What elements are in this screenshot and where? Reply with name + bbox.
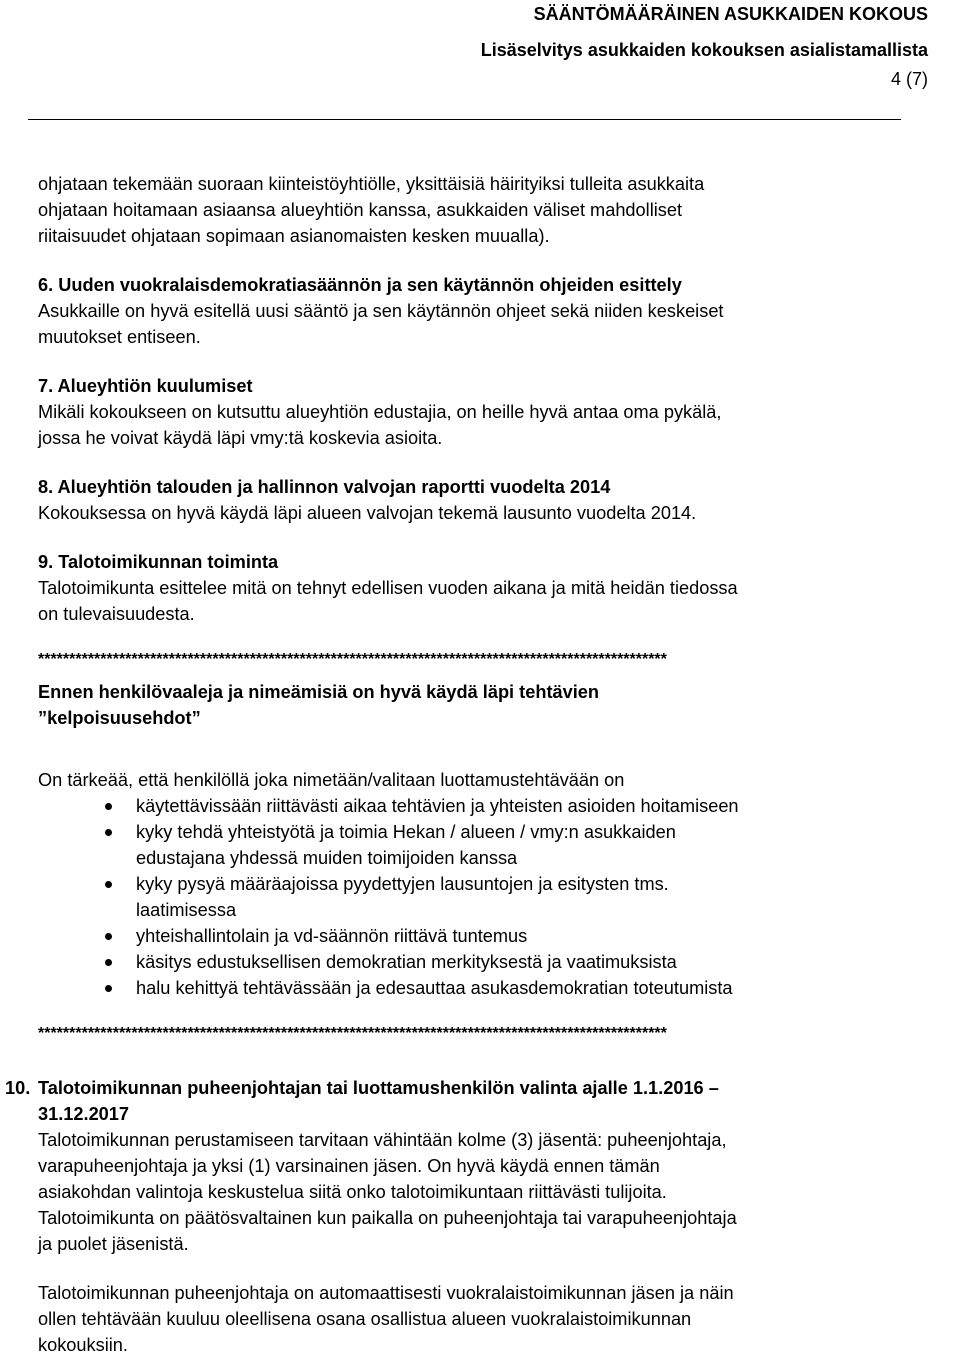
- text-line: kyky pysyä määräajoissa pyydettyjen lausuntojen ja esitysten tms.: [136, 874, 669, 894]
- text-line: riitaisuudet ohjataan sopimaan asianomaisten kesken muualla).: [38, 226, 550, 246]
- text-line: Talotoimikunta esittelee mitä on tehnyt edellisen vuoden aikana ja mitä heidän tiedossa: [38, 578, 738, 598]
- asterisk-separator: *****************************************************************************************************: [38, 651, 667, 668]
- text-line: 31.12.2017: [38, 1104, 130, 1124]
- section-body: [38, 500, 923, 526]
- section-heading: [38, 1075, 923, 1127]
- text-line: Talotoimikunnan puheenjohtaja on automaattisesti vuokralaistoimikunnan jäsen ja näin: [38, 1283, 734, 1303]
- text-line: jossa he voivat käydä läpi vmy:tä koskevia asioita.: [38, 428, 443, 448]
- text-line: Talotoimikunnan perustamiseen tarvitaan vähintään kolme (3) jäsentä: puheenjohtaja,: [38, 1130, 727, 1150]
- text-line: halu kehittyä tehtävässään ja edesauttaa asukasdemokratian toteutumista: [136, 978, 733, 998]
- section-8: [38, 474, 923, 526]
- text-line: ja puolet jäsenistä.: [38, 1234, 189, 1254]
- section-body: [38, 298, 923, 350]
- text-line: Ennen henkilövaaleja ja nimeämisiä on hyvä käydä läpi tehtävien: [38, 682, 600, 702]
- section-heading: 7. Alueyhtiön kuulumiset: [38, 376, 253, 396]
- section-body: [38, 399, 923, 451]
- text-line: muutokset entiseen.: [38, 327, 201, 347]
- section-body: [38, 575, 923, 627]
- text-line: ollen tehtävään kuuluu oleellisena osana osallistua alueen vuokralaistoimikunnan: [38, 1309, 692, 1329]
- text-line: ohjataan hoitamaan asiaansa alueyhtiön kanssa, asukkaiden väliset mahdolliset: [38, 200, 683, 220]
- page-header: [481, 0, 928, 92]
- text-line: laatimisessa: [136, 900, 237, 920]
- section-heading: 6. Uuden vuokralaisdemokratiasäännön ja sen käytännön ohjeiden esittely: [38, 275, 682, 295]
- text-line: ”kelpoisuusehdot”: [38, 708, 201, 728]
- text-line: kokouksiin.: [38, 1335, 128, 1355]
- text-line: on tulevaisuudesta.: [38, 604, 195, 624]
- bullet-icon: [105, 881, 112, 888]
- bullet-icon: [105, 933, 112, 940]
- text-line: varapuheenjohtaja ja yksi (1) varsinainen jäsen. On hyvä käydä ennen tämän: [38, 1156, 660, 1176]
- text-line: Mikäli kokoukseen on kutsuttu alueyhtiön edustajia, on heille hyvä antaa oma pykälä,: [38, 402, 722, 422]
- list-item: [38, 871, 923, 923]
- section-heading: 9. Talotoimikunnan toiminta: [38, 552, 279, 572]
- section-number: 10.: [5, 1078, 31, 1098]
- text-line: asiakohdan valintoja keskustelua siitä onko talotoimikuntaan riittävästi tulijoita.: [38, 1182, 667, 1202]
- page-number: 4 (7): [890, 69, 928, 89]
- bullet-icon: [105, 829, 112, 836]
- qualifications-title: [38, 679, 923, 731]
- bullet-icon: [105, 803, 112, 810]
- intro-paragraph: [38, 171, 923, 249]
- text-line: ohjataan tekemään suoraan kiinteistöyhtiölle, yksittäisiä häirityiksi tulleita asukkaita: [38, 174, 705, 194]
- text-line: Kokouksessa on hyvä käydä läpi alueen valvojan tekemä lausunto vuodelta 2014.: [38, 503, 697, 523]
- qualifications-list: [38, 793, 923, 1001]
- header-subtitle: Lisäselvitys asukkaiden kokouksen asialistamallista: [480, 40, 928, 60]
- section-body: [38, 1280, 923, 1358]
- qualifications-intro: On tärkeää, että henkilöllä joka nimetään/valitaan luottamustehtävään on: [38, 770, 625, 790]
- text-line: käsitys edustuksellisen demokratian merkityksestä ja vaatimuksista: [136, 952, 677, 972]
- bullet-icon: [105, 985, 112, 992]
- section-7: [38, 373, 923, 451]
- asterisk-separator: *****************************************************************************************************: [38, 1025, 667, 1042]
- header-divider: [28, 119, 901, 120]
- text-line: Asukkaille on hyvä esitellä uusi sääntö ja sen käytännön ohjeet sekä niiden keskeiset: [38, 301, 724, 321]
- text-line: Talotoimikunnan puheenjohtajan tai luottamushenkilön valinta ajalle 1.1.2016 –: [38, 1078, 719, 1098]
- section-6: [38, 272, 923, 350]
- header-title: SÄÄNTÖMÄÄRÄINEN ASUKKAIDEN KOKOUS: [533, 4, 928, 24]
- section-10: [5, 1075, 923, 1358]
- text-line: kyky tehdä yhteistyötä ja toimia Hekan / alueen / vmy:n asukkaiden: [136, 822, 676, 842]
- document-body: [5, 171, 923, 1358]
- text-line: yhteishallintolain ja vd-säännön riittävä tuntemus: [136, 926, 528, 946]
- list-item: [38, 923, 923, 949]
- section-heading: 8. Alueyhtiön talouden ja hallinnon valvojan raportti vuodelta 2014: [38, 477, 611, 497]
- text-line: edustajana yhdessä muiden toimijoiden kanssa: [136, 848, 518, 868]
- list-item: [38, 819, 923, 871]
- section-9: [38, 549, 923, 627]
- bullet-icon: [105, 959, 112, 966]
- list-item: [38, 949, 923, 975]
- text-line: Talotoimikunta on päätösvaltainen kun paikalla on puheenjohtaja tai varapuheenjohtaja: [38, 1208, 737, 1228]
- section-body: [38, 1127, 923, 1257]
- text-line: käytettävissään riittävästi aikaa tehtävien ja yhteisten asioiden hoitamiseen: [136, 796, 739, 816]
- list-item: [38, 793, 923, 819]
- list-item: [38, 975, 923, 1001]
